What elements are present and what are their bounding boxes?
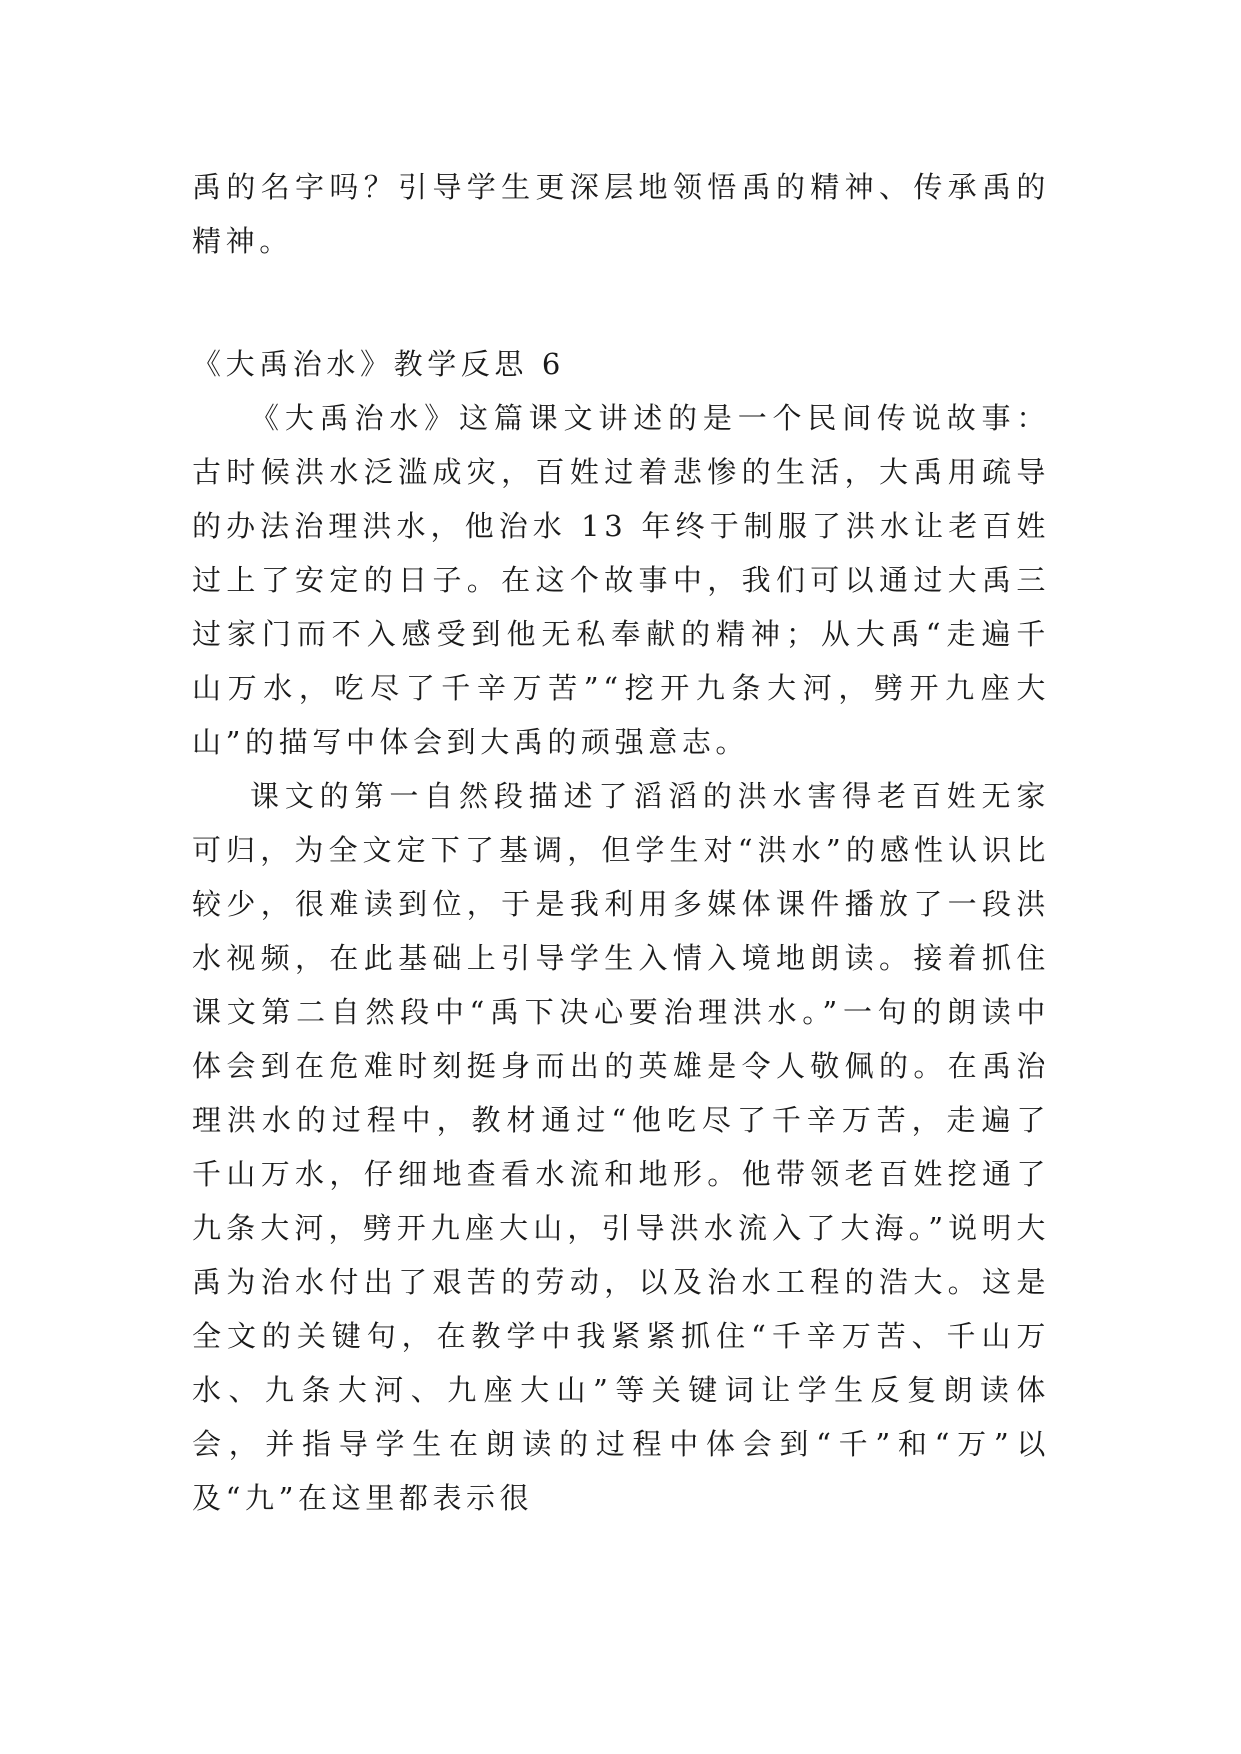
continuation-paragraph: 禹的名字吗？引导学生更深层地领悟禹的精神、传承禹的精神。 [192, 170, 1050, 258]
section-body [192, 391, 1050, 1525]
section-title-text: 《大禹治水》教学反思 6 [192, 347, 565, 381]
body-paragraph-1: 《大禹治水》这篇课文讲述的是一个民间传说故事：古时候洪水泛滥成灾，百姓过着悲惨的生活，大禹用疏导的办法治理洪水，他治水 13 年终于制服了洪水让老百姓过上了安定的日子。在这个故事中，我们可以通过大禹三过家门而不入感受到他无私奉献的精神；从大禹“走遍千山万水，吃尽了千辛万苦”“挖开九条大河，劈开九座大山”的描写中体会到大禹的顽强意志。 [192, 401, 1050, 759]
body-paragraph-2: 课文的第一自然段描述了滔滔的洪水害得老百姓无家可归，为全文定下了基调，但学生对“洪水”的感性认识比较少，很难读到位，于是我利用多媒体课件播放了一段洪水视频，在此基础上引导学生入情入境地朗读。接着抓住课文第二自然段中“禹下决心要治理洪水。”一句的朗读中体会到在危难时刻挺身而出的英雄是令人敬佩的。在禹治理洪水的过程中，教材通过“他吃尽了千辛万苦，走遍了千山万水，仔细地查看水流和地形。他带领老百姓挖通了九条大河，劈开九座大山，引导洪水流入了大海。”说明大禹为治水付出了艰苦的劳动，以及治水工程的浩大。这是全文的关键句，在教学中我紧紧抓住“千辛万苦、千山万水、九条大河、九座大山”等关键词让学生反复朗读体会，并指导学生在朗读的过程中体会到“千”和“万”以及“九”在这里都表示很 [192, 779, 1050, 1515]
section-title [192, 337, 1050, 391]
continuation-text [192, 160, 1050, 268]
